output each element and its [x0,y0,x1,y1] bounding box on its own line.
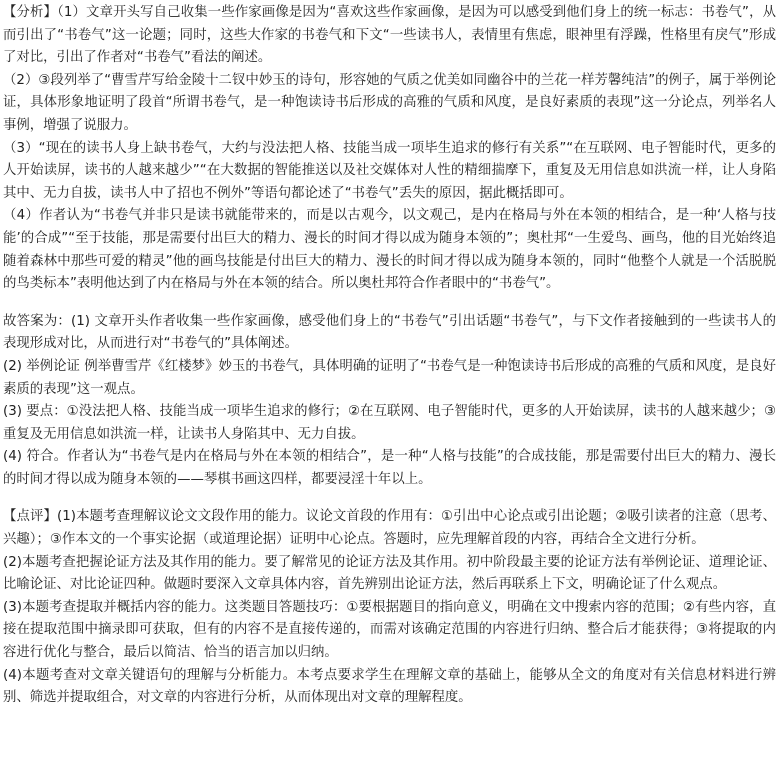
answer-paragraph-3: (3) 要点：①没法把人格、技能当成一项毕生追求的修行；②在互联网、电子智能时代，更多的人开始读屏，读书的人越来越少；③重复及无用信息如洪流一样，让读书人身陷其中、无力自拔。 [3,404,776,442]
answer-section [3,311,776,492]
analysis-section [3,2,776,296]
section-gap [3,296,776,311]
analysis-paragraph-1: 【分析】（1）文章开头写自己收集一些作家画像是因为“喜欢这些作家画像，是因为可以感受到他们身上的统一标志：书卷气”，从而引出了“书卷气”这一论题；同时，这些大作家的书卷气和下文“一些读书人，表情里有焦虑，眼神里有浮躁，性格里有戾气”形成了对比，引出了作者对“书卷气”看法的阐述。 [3,5,776,66]
comment-paragraph-2: (2)本题考查把握论证方法及其作用的能力。要了解常见的论证方法及其作用。初中阶段最主要的论证方法有举例论证、道理论证、比喻论证、对比论证四种。做题时要深入文章具体内容，首先辨别出论证方法，然后再联系上下文，明确论证了什么观点。 [3,554,776,593]
analysis-paragraph-3: （3）“现在的读书人身上缺书卷气，大约与没法把人格、技能当成一项毕生追求的修行有关系”“在互联网、电子智能时代，更多的人开始读屏，读书的人越来越少”“在大数据的智能推送以及社交媒体对人性的精细揣摩下，重复及无用信息如洪流一样，让人身陷其中、无力自拔，读书人中了招也不例外”等语句都论述了“书卷气”丢失的原因，据此概括即可。 [3,140,776,201]
answer-paragraph-4: (4) 符合。作者认为“书卷气是内在格局与外在本领的相结合”，是一种“人格与技能”的合成技能，那是需要付出巨大的精力、漫长的时间才得以成为随身本领的——琴棋书画这四样，都要浸淫十年以上。 [3,449,776,487]
answer-paragraph-1: 故答案为：(1) 文章开头作者收集一些作家画像，感受他们身上的“书卷气”引出话题“书卷气”，与下文作者接触到的一些读书人的表现形成对比，从而进行对“书卷气的”具体阐述。 [3,313,776,352]
section-gap [3,491,776,506]
comment-paragraph-4: (4)本题考查对文章关键语句的理解与分析能力。本考点要求学生在理解文章的基础上，能够从全文的角度对有关信息材料进行辨别、筛选并提取组合，对文章的内容进行分析，从而体现出对文章的理解程度。 [3,667,776,706]
analysis-paragraph-2: （2）③段列举了“曹雪芹写给金陵十二钗中妙玉的诗句，形容她的气质之优美如同幽谷中的兰花一样芳馨纯洁”的例子，属于举例论证，具体形象地证明了段首“所谓书卷气，是一种饱读诗书后形成的高雅的气质和风度，是良好素质的表现”这一分论点，列举名人事例，增强了说服力。 [3,72,776,133]
answer-paragraph-2: (2) 举例论证 例举曹雪芹《红楼梦》妙玉的书卷气，具体明确的证明了“书卷气是一种饱读诗书后形成的高雅的气质和风度，是良好素质的表现”这一观点。 [3,358,776,397]
comment-section [3,506,776,709]
comment-paragraph-3: (3)本题考查提取并概括内容的能力。这类题目答题技巧：①要根据题目的指向意义，明确在文中搜索内容的范围；②有些内容，直接在提取范围中摘录即可获取，但有的内容不是直接传递的，而需对该确定范围的内容进行归纳、整合后才能获得；③将提取的内容进行优化与整合，最后以简洁、恰当的语言加以归纳。 [3,599,776,661]
analysis-paragraph-4: （4）作者认为“书卷气并非只是读书就能带来的，而是以古观今，以文观己，是内在格局与外在本领的相结合，是一种‘人格与技能’的合成”“至于技能，那是需要付出巨大的精力、漫长的时间才得以成为随身本领的”；奥杜邦“一生爱鸟、画鸟，他的目光始终追随着森林中那些可爱的精灵”他的画鸟技能是付出巨大的精力、漫长的时间才得以成为随身本领的，同时“他整个人就是一个活脱脱的鸟类标本”表明他达到了内在格局与外在本领的结合。所以奥杜邦符合作者眼中的“书卷气”。 [3,208,776,292]
comment-paragraph-1: 【点评】(1)本题考查理解议论文文段作用的能力。议论文首段的作用有：①引出中心论点或引出论题；②吸引读者的注意（思考、兴趣）；③作本文的一个事实论据（或道理论据）证明中心论点。答题时，应先理解首段的内容，再结合全文进行分析。 [3,509,776,548]
